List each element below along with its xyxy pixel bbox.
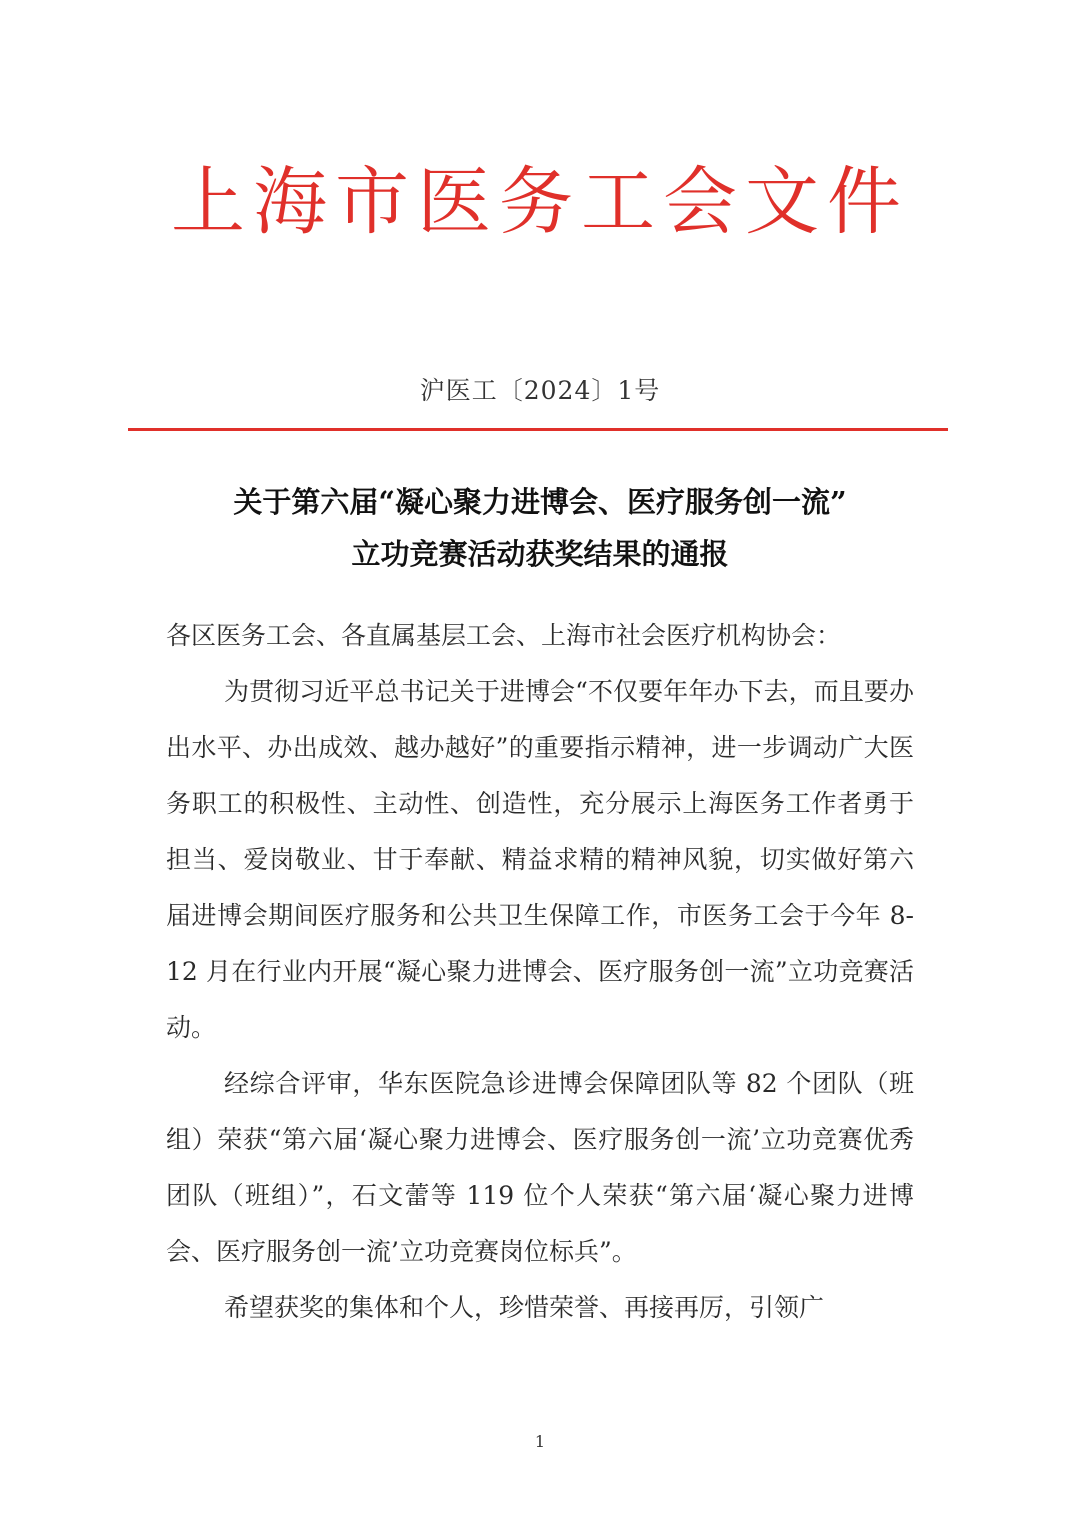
body-paragraph: 希望获奖的集体和个人，珍惜荣誉、再接再厉，引领广: [224, 1293, 825, 1322]
notice-body: [166, 608, 914, 1336]
document-number: 沪医工〔2024〕1号: [419, 376, 661, 405]
document-header-title: 上海市医务工会文件: [171, 159, 909, 245]
notice-title: [0, 476, 1080, 580]
notice-title-line-1: 关于第六届“凝心聚力进博会、医疗服务创一流”: [233, 485, 847, 519]
red-divider-line: [128, 428, 948, 431]
body-paragraph: 为贯彻习近平总书记关于进博会“不仅要年年办下去，而且要办出水平、办出成效、越办越好”的重要指示精神，进一步调动广大医务职工的积极性、主动性、创造性，充分展示上海医务工作者勇于担当、爱岗敬业、甘于奉献、精益求精的精神风貌，切实做好第六届进博会期间医疗服务和公共卫生保障工作，市医务工会于今年 8-12 月在行业内开展“凝心聚力进博会、医疗服务创一流”立功竞赛活动。: [166, 677, 914, 1042]
page-number: 1: [534, 1432, 546, 1451]
body-paragraph: 经综合评审，华东医院急诊进博会保障团队等 82 个团队（班组）荣获“第六届‘凝心聚力进博会、医疗服务创一流’立功竞赛优秀团队（班组）”，石文蕾等 119 位个人荣获“第六届‘凝心聚力进博会、医疗服务创一流’立功竞赛岗位标兵”。: [166, 1069, 914, 1266]
notice-title-line-2: 立功竞赛活动获奖结果的通报: [351, 537, 729, 571]
addressee-line: 各区医务工会、各直属基层工会、上海市社会医疗机构协会：: [166, 621, 842, 650]
